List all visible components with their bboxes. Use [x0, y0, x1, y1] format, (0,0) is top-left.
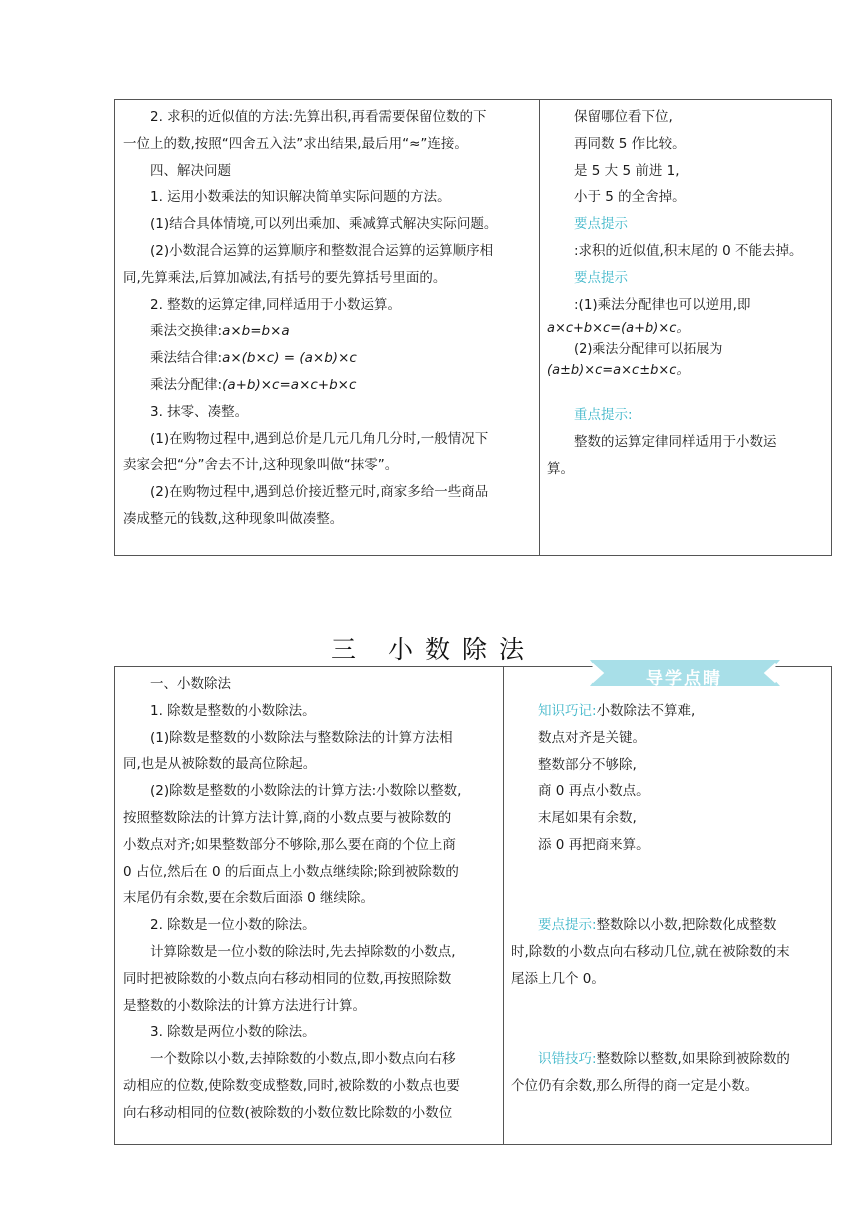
spacer	[511, 993, 831, 1020]
bottom-right-column	[511, 667, 831, 1144]
text-line: (1)除数是整数的小数除法与整数除法的计算方法相	[150, 729, 453, 746]
top-right-column	[547, 100, 831, 555]
formula-line	[123, 372, 535, 399]
key-hint-line	[511, 912, 831, 939]
error-hint-line	[511, 1046, 831, 1073]
text-line: 动相应的位数,使除数变成整数,同时,被除数的小数点也要	[123, 1077, 460, 1094]
text-line: 2. 整数的运算定律,同样适用于小数运算。	[150, 296, 401, 313]
top-table	[114, 99, 832, 556]
text-line: 1. 运用小数乘法的知识解决简单实际问题的方法。	[150, 189, 451, 206]
text-line: (1)结合具体情境,可以列出乘加、乘减算式解决实际问题。	[150, 216, 498, 233]
spacer	[511, 886, 831, 913]
formula-text: (a±b)×c=a×c±b×c。	[547, 363, 690, 379]
text-line: 同,先算乘法,后算加减法,有括号的要先算括号里面的。	[123, 269, 447, 286]
hint-text: 整数的运算定律同样适用于小数运	[574, 434, 777, 451]
mnemonic-line: 是 5 大 5 前进 1,	[574, 162, 680, 179]
mnemonic-label: 知识巧记:	[538, 703, 597, 719]
text-line: 同时把被除数的小数点向右移动相同的位数,再按照除数	[123, 970, 452, 987]
text-line: (2)除数是整数的小数除法的计算方法:小数除以整数,	[150, 783, 462, 800]
text-line: 计算除数是一位小数的除法时,先去掉除数的小数点,	[150, 943, 456, 960]
bottom-table	[114, 666, 832, 1145]
formula-text: a×c+b×c=(a+b)×c。	[547, 321, 690, 337]
hint-text: :求积的近似值,积末尾的 0 不能去掉。	[574, 242, 803, 259]
text-line: 一位上的数,按照“四舍五入法”求出结果,最后用“≈”连接。	[123, 135, 468, 152]
formula-label: 乘法结合律:	[150, 350, 223, 367]
text-line: (1)在购物过程中,遇到总价是几元几角几分时,一般情况下	[150, 430, 489, 447]
text-line: 0 占位,然后在 0 的后面点上小数点继续除;除到被除数的	[123, 863, 459, 880]
spacer	[511, 859, 831, 886]
hint-text: (2)乘法分配律可以拓展为	[574, 342, 723, 358]
text-line: (2)小数混合运算的运算顺序和整数混合运算的运算顺序相	[150, 242, 494, 259]
mnemonic-line: 添 0 再把商来算。	[538, 836, 650, 853]
hint-text: 算。	[547, 460, 574, 477]
formula-label: 乘法分配律:	[150, 376, 223, 393]
text-line: 一个数除以小数,去掉除数的小数点,即小数点向右移	[150, 1051, 456, 1068]
key-hint-line: 时,除数的小数点向右移动几位,就在被除数的末	[511, 944, 790, 961]
column-divider	[503, 667, 504, 1144]
hint-text: :(1)乘法分配律也可以逆用,即	[574, 296, 751, 313]
top-left-column	[123, 100, 535, 555]
mnemonic-line: 数点对齐是关键。	[538, 729, 646, 746]
hint-label: 要点提示	[574, 216, 628, 233]
text-line: 凑成整元的钱数,这种现象叫做凑整。	[123, 510, 344, 527]
mnemonic-line	[511, 698, 831, 725]
mnemonic-line: 商 0 再点小数点。	[538, 783, 650, 800]
text-line: 一、小数除法	[150, 676, 231, 692]
text-line: 1. 除数是整数的小数除法。	[150, 702, 316, 719]
formula-distributive: (a+b)×c=a×c+b×c	[222, 376, 357, 393]
text-line: 2. 除数是一位小数的除法。	[150, 917, 316, 934]
hint-label: 要点提示	[574, 269, 628, 286]
mnemonic-line: 末尾如果有余数,	[538, 810, 637, 827]
text-line: 四、解决问题	[150, 162, 231, 179]
hint-formula	[547, 318, 831, 339]
section-title: 三 小数除法	[331, 635, 536, 664]
formula-line	[123, 318, 535, 345]
text-line: 卖家会把“分”舍去不计,这种现象叫做“抹零”。	[123, 457, 399, 474]
spacer	[511, 1020, 831, 1047]
text-line: 2. 求积的近似值的方法:先算出积,再看需要保留位数的下	[150, 109, 487, 125]
spacer	[547, 381, 831, 402]
mnemonic-text: 小数除法不算难,	[596, 703, 696, 719]
hint-label: 重点提示:	[574, 407, 633, 424]
key-hint-line: 尾添上几个 0。	[511, 970, 605, 987]
text-line: 末尾仍有余数,要在余数后面添 0 继续除。	[123, 890, 374, 907]
text-line: (2)在购物过程中,遇到总价接近整元时,商家多给一些商品	[150, 484, 489, 501]
hint-formula	[547, 360, 831, 381]
bottom-left-column	[123, 667, 503, 1144]
formula-label: 乘法交换律:	[150, 323, 223, 340]
column-divider	[539, 100, 540, 555]
mnemonic-line: 保留哪位看下位,	[574, 109, 673, 125]
banner-title: 导学点睛	[646, 669, 722, 689]
text-line: 小数点对齐;如果整数部分不够除,那么要在商的个位上商	[123, 836, 456, 853]
error-hint-text: 整数除以整数,如果除到被除数的	[596, 1051, 790, 1068]
formula-line	[123, 345, 535, 372]
key-hint-text: 整数除以小数,把除数化成整数	[596, 917, 777, 934]
text-line: 是整数的小数除法的计算方法进行计算。	[123, 997, 366, 1014]
mnemonic-line: 小于 5 的全舍掉。	[574, 189, 686, 206]
text-line: 3. 除数是两位小数的除法。	[150, 1024, 316, 1041]
text-line: 按照整数除法的计算方法计算,商的小数点要与被除数的	[123, 809, 452, 826]
formula-commutative: a×b=b×a	[222, 323, 290, 340]
guide-banner	[586, 660, 782, 690]
error-hint-label: 识错技巧:	[538, 1051, 597, 1068]
text-line: 同,也是从被除数的最高位除起。	[123, 756, 317, 773]
key-hint-label: 要点提示:	[538, 917, 597, 934]
mnemonic-line: 再同数 5 作比较。	[574, 135, 686, 152]
formula-associative: a×(b×c) = (a×b)×c	[222, 350, 357, 367]
text-line: 向右移动相同的位数(被除数的小数位数比除数的小数位	[123, 1104, 453, 1121]
mnemonic-line: 整数部分不够除,	[538, 756, 637, 773]
error-hint-line: 个位仍有余数,那么所得的商一定是小数。	[511, 1078, 759, 1095]
text-line: 3. 抹零、凑整。	[150, 403, 249, 420]
